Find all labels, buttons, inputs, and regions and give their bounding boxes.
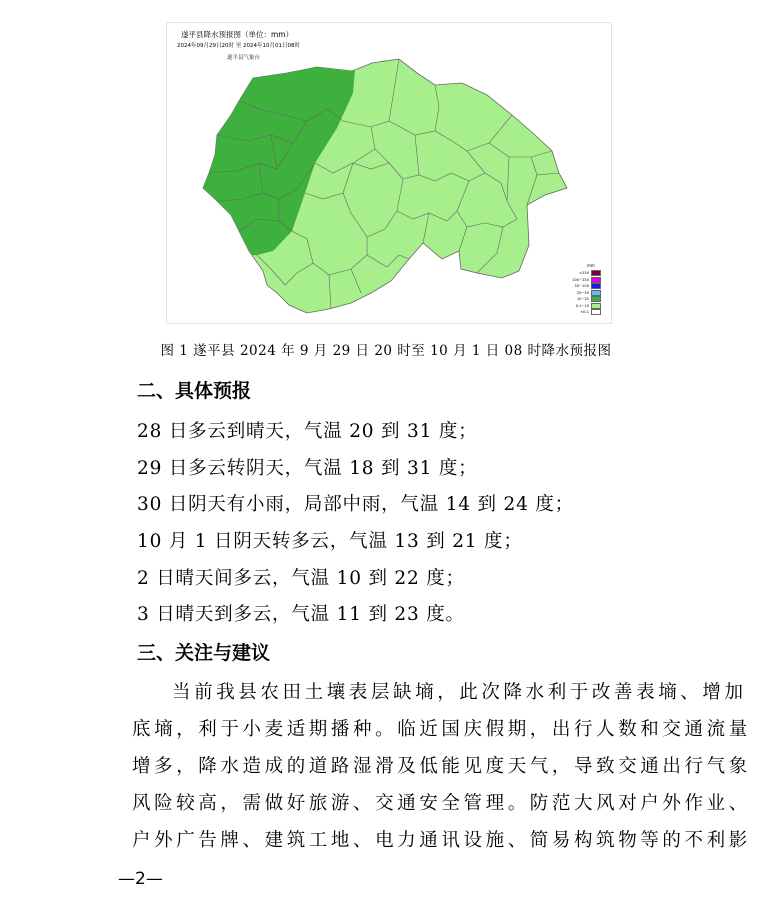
legend-item (579, 309, 601, 315)
precipitation-map-figure (166, 22, 612, 324)
section-2-heading: 二、具体预报 (137, 380, 252, 402)
advice-paragraph-line: 户外广告牌、建筑工地、电力通讯设施、简易构筑物等的不利影 (132, 830, 751, 851)
legend-label: <0.1 (580, 310, 589, 314)
legend-label: 0.1~10 (575, 303, 589, 308)
legend-item (579, 270, 601, 276)
forecast-line: 10 月 1 日阴天转多云，气温 13 到 21 度； (137, 531, 523, 552)
map-agency: 遂平县气象台 (227, 55, 261, 61)
legend-label: 25~50 (576, 290, 589, 295)
advice-paragraph-line: 增多，降水造成的道路湿滑及低能见度天气，导致交通出行气象 (132, 756, 751, 777)
legend-label: 50~100 (574, 284, 589, 288)
legend-item (574, 283, 601, 289)
advice-paragraph-line: 风险较高，需做好旅游、交通安全管理。防范大风对户外作业、 (132, 793, 751, 814)
county-map (167, 23, 613, 325)
legend-item (572, 277, 601, 283)
advice-paragraph-line: 底墒，利于小麦适期播种。临近国庆假期，出行人数和交通流量 (132, 719, 751, 740)
page-number: —2— (118, 869, 163, 889)
legend-item (575, 303, 601, 309)
legend-swatch (591, 296, 601, 302)
figure-caption: 图 1 遂平县 2024 年 9 月 29 日 20 时至 10 月 1 日 08 时降水预报图 (160, 343, 612, 359)
forecast-line: 28 日多云到晴天，气温 20 到 31 度； (137, 421, 478, 442)
forecast-line: 30 日阴天有小雨，局部中雨，气温 14 到 24 度； (137, 494, 574, 515)
forecast-line: 29 日多云转阴天，气温 18 到 31 度； (137, 458, 478, 479)
legend-swatch (591, 309, 601, 315)
legend-item (576, 296, 601, 302)
legend-swatch (591, 283, 601, 289)
forecast-line: 2 日晴天间多云，气温 10 到 22 度； (137, 568, 465, 589)
forecast-line: 3 日晴天到多云，气温 11 到 23 度。 (137, 604, 465, 625)
legend-item (576, 290, 601, 296)
legend-swatch (591, 303, 601, 309)
legend-label: 10~25 (576, 297, 589, 301)
legend-swatch (591, 290, 601, 296)
map-title: 遂平县降水预报图（单位：mm） (181, 30, 294, 39)
legend-label: >250 (579, 271, 589, 275)
legend-label: 100~250 (572, 277, 589, 282)
legend-unit: mm (587, 263, 595, 268)
section-3-heading: 三、关注与建议 (137, 642, 271, 664)
advice-paragraph-line: 当前我县农田土壤表层缺墒，此次降水利于改善表墒、增加 (172, 682, 747, 703)
legend-swatch (591, 277, 601, 283)
legend-swatch (591, 270, 601, 276)
map-time-range: 2024年09月29日20时 至 2024年10月01日08时 (177, 43, 300, 49)
